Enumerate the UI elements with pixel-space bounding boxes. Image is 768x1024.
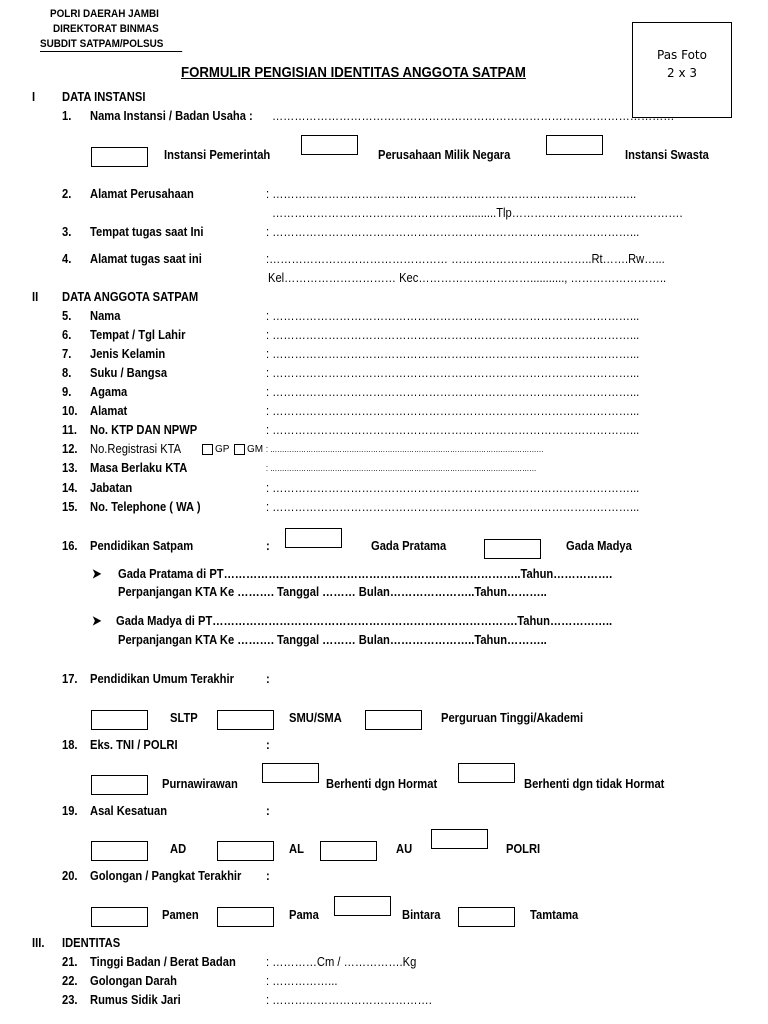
item-10-fill[interactable]: : ……………………………………………………………………………………... — [266, 403, 640, 418]
option-polri: POLRI — [506, 841, 541, 856]
item-8-label: Suku / Bangsa — [90, 365, 168, 380]
item-10-num: 10. — [62, 403, 78, 418]
item-22-fill[interactable]: : ……………... — [266, 973, 338, 988]
item-12-label: No.Registrasi KTA — [90, 441, 182, 456]
form-title: FORMULIR PENGISIAN IDENTITAS ANGGOTA SATPAM — [181, 64, 526, 81]
item-19-colon: : — [266, 803, 270, 818]
item-13-num: 13. — [62, 460, 78, 475]
item-18-label: Eks. TNI / POLRI — [90, 737, 178, 752]
item-21-num: 21. — [62, 954, 78, 969]
header-line2: DIREKTORAT BINMAS — [53, 23, 159, 35]
option-bintara: Bintara — [402, 907, 441, 922]
checkbox-ad[interactable] — [91, 841, 148, 861]
option-perguruan-tinggi: Perguruan Tinggi/Akademi — [441, 710, 584, 725]
item-17-colon: : — [266, 671, 270, 686]
item-3-num: 3. — [62, 224, 72, 239]
item-3-fill[interactable]: : ……………………………………………………………………………………... — [266, 224, 640, 239]
checkbox-sltp[interactable] — [91, 710, 148, 730]
item-9-num: 9. — [62, 384, 72, 399]
option-pama: Pama — [289, 907, 319, 922]
option-perusahaan-milik-negara: Perusahaan Milik Negara — [378, 147, 511, 162]
item-18-num: 18. — [62, 737, 78, 752]
item-14-fill[interactable]: : ……………………………………………………………………………………... — [266, 480, 640, 495]
item-5-label: Nama — [90, 308, 121, 323]
item-22-num: 22. — [62, 973, 78, 988]
item-9-fill[interactable]: : ……………………………………………………………………………………... — [266, 384, 640, 399]
photo-box — [632, 22, 732, 118]
item-13-label: Masa Berlaku KTA — [90, 460, 188, 475]
item-7-num: 7. — [62, 346, 72, 361]
item-23-num: 23. — [62, 992, 78, 1007]
option-instansi-pemerintah: Instansi Pemerintah — [164, 147, 271, 162]
checkbox-instansi-pemerintah[interactable] — [91, 147, 148, 167]
checkbox-au[interactable] — [320, 841, 377, 861]
item-1-fill[interactable]: ……………………………………………………………………………………………… — [272, 108, 675, 123]
checkbox-smu-sma[interactable] — [217, 710, 274, 730]
item-17-label: Pendidikan Umum Terakhir — [90, 671, 234, 686]
item-5-num: 5. — [62, 308, 72, 323]
section-3-num: III. — [32, 935, 45, 950]
item-2-num: 2. — [62, 186, 72, 201]
checkbox-perguruan-tinggi[interactable] — [365, 710, 422, 730]
option-berhenti-tidak-hormat: Berhenti dgn tidak Hormat — [524, 776, 665, 791]
item-4-fill2[interactable]: Kel………………………… Kec…………………………..........., …………………….. — [268, 270, 667, 285]
item-11-label: No. KTP DAN NPWP — [90, 422, 198, 437]
checkbox-perusahaan-milik-negara[interactable] — [301, 135, 358, 155]
item-2-label: Alamat Perusahaan — [90, 186, 194, 201]
item-7-label: Jenis Kelamin — [90, 346, 166, 361]
photo-size: 2 x 3 — [667, 66, 697, 80]
checkbox-al[interactable] — [217, 841, 274, 861]
item-8-num: 8. — [62, 365, 72, 380]
item-4-num: 4. — [62, 251, 72, 266]
item-1-label: Nama Instansi / Badan Usaha : — [90, 108, 253, 123]
checkbox-instansi-swasta[interactable] — [546, 135, 603, 155]
item-15-label: No. Telephone ( WA ) — [90, 499, 201, 514]
item-2-fill[interactable]: : …………………………………………………………………………………….. — [266, 186, 637, 201]
item-6-fill[interactable]: : ……………………………………………………………………………………... — [266, 327, 640, 342]
item-19-label: Asal Kesatuan — [90, 803, 168, 818]
section-1-num: I — [32, 89, 36, 104]
item-16-colon: : — [266, 538, 270, 553]
checkbox-bintara[interactable] — [334, 896, 391, 916]
item-6-num: 6. — [62, 327, 72, 342]
option-berhenti-hormat: Berhenti dgn Hormat — [326, 776, 438, 791]
checkbox-berhenti-tidak-hormat[interactable] — [458, 763, 515, 783]
checkbox-pama[interactable] — [217, 907, 274, 927]
option-purnawirawan: Purnawirawan — [162, 776, 238, 791]
item-14-label: Jabatan — [90, 480, 133, 495]
item-20-num: 20. — [62, 868, 78, 883]
option-smu-sma: SMU/SMA — [289, 710, 342, 725]
option-sltp: SLTP — [170, 710, 198, 725]
option-al: AL — [289, 841, 304, 856]
gada-madya-line2[interactable]: Perpanjangan KTA Ke ………. Tanggal ……… Bulan…………………..Tahun……….. — [118, 632, 547, 647]
item-11-fill[interactable]: : ……………………………………………………………………………………... — [266, 422, 640, 437]
section-1-label: DATA INSTANSI — [62, 89, 146, 104]
item-12-num: 12. — [62, 441, 78, 456]
checkbox-gada-madya[interactable] — [484, 539, 541, 559]
option-gada-madya: Gada Madya — [566, 538, 632, 553]
item-20-label: Golongan / Pangkat Terakhir — [90, 868, 242, 883]
item-3-label: Tempat tugas saat Ini — [90, 224, 204, 239]
section-3-label: IDENTITAS — [62, 935, 121, 950]
item-11-num: 11. — [62, 422, 77, 437]
item-21-fill[interactable]: : …………Cm / …………….Kg — [266, 954, 417, 969]
item-23-fill[interactable]: : ……………………………………. — [266, 992, 432, 1007]
item-15-num: 15. — [62, 499, 78, 514]
item-23-label: Rumus Sidik Jari — [90, 992, 181, 1007]
bullet-arrow-icon: ➤ — [92, 566, 102, 581]
item-21-label: Tinggi Badan / Berat Badan — [90, 954, 236, 969]
checkbox-pamen[interactable] — [91, 907, 148, 927]
bullet-arrow-icon: ➤ — [92, 613, 102, 628]
item-15-fill[interactable]: : ……………………………………………………………………………………... — [266, 499, 640, 514]
item-9-label: Agama — [90, 384, 128, 399]
item-1-num: 1. — [62, 108, 72, 123]
item-16-label: Pendidikan Satpam — [90, 538, 194, 553]
item-13-fill[interactable]: : ………………………………………………………………………………………………… — [266, 463, 537, 473]
gada-pratama-line2[interactable]: Perpanjangan KTA Ke ………. Tanggal ……… Bulan…………………..Tahun……….. — [118, 584, 547, 599]
item-4-fill[interactable]: :………………………………………… ………………………………..Rt…….Rw…... — [266, 251, 665, 266]
header-line1: POLRI DAERAH JAMBI — [50, 8, 159, 20]
item-16-num: 16. — [62, 538, 78, 553]
checkbox-gada-pratama[interactable] — [285, 528, 342, 548]
checkbox-gp[interactable] — [202, 444, 213, 455]
item-6-label: Tempat / Tgl Lahir — [90, 327, 186, 342]
photo-label: Pas Foto — [657, 48, 707, 62]
option-gada-pratama: Gada Pratama — [371, 538, 447, 553]
header-line3: SUBDIT SATPAM/POLSUS — [40, 38, 182, 52]
item-20-colon: : — [266, 868, 270, 883]
section-2-num: II — [32, 289, 39, 304]
item-7-fill[interactable]: : ……………………………………………………………………………………... — [266, 346, 640, 361]
checkbox-polri[interactable] — [431, 829, 488, 849]
option-pamen: Pamen — [162, 907, 199, 922]
option-au: AU — [396, 841, 413, 856]
gp-label: GP — [215, 444, 230, 455]
option-ad: AD — [170, 841, 187, 856]
checkbox-berhenti-hormat[interactable] — [262, 763, 319, 783]
item-12-fill[interactable]: : …………………………………………………………………………………………………… — [266, 444, 544, 454]
item-22-label: Golongan Darah — [90, 973, 177, 988]
item-14-num: 14. — [62, 480, 78, 495]
item-18-colon: : — [266, 737, 270, 752]
gada-madya-line1[interactable]: Gada Madya di PT……………………………………………………………………….Tahun…………….. — [116, 613, 613, 628]
item-8-fill[interactable]: : ……………………………………………………………………………………... — [266, 365, 640, 380]
option-tamtama: Tamtama — [530, 907, 579, 922]
item-2-fill2[interactable]: ……………………………………………...........Tlp………………………………………. — [272, 205, 683, 220]
gada-pratama-line1[interactable]: Gada Pratama di PT……………………………………………………………………..Tahun……………. — [118, 566, 613, 581]
gm-label: GM — [247, 444, 264, 455]
section-2-label: DATA ANGGOTA SATPAM — [62, 289, 199, 304]
item-17-num: 17. — [62, 671, 78, 686]
item-4-label: Alamat tugas saat ini — [90, 251, 202, 266]
checkbox-purnawirawan[interactable] — [91, 775, 148, 795]
checkbox-gm[interactable] — [234, 444, 245, 455]
item-19-num: 19. — [62, 803, 78, 818]
item-5-fill[interactable]: : ……………………………………………………………………………………... — [266, 308, 640, 323]
option-instansi-swasta: Instansi Swasta — [625, 147, 709, 162]
item-10-label: Alamat — [90, 403, 128, 418]
checkbox-tamtama[interactable] — [458, 907, 515, 927]
